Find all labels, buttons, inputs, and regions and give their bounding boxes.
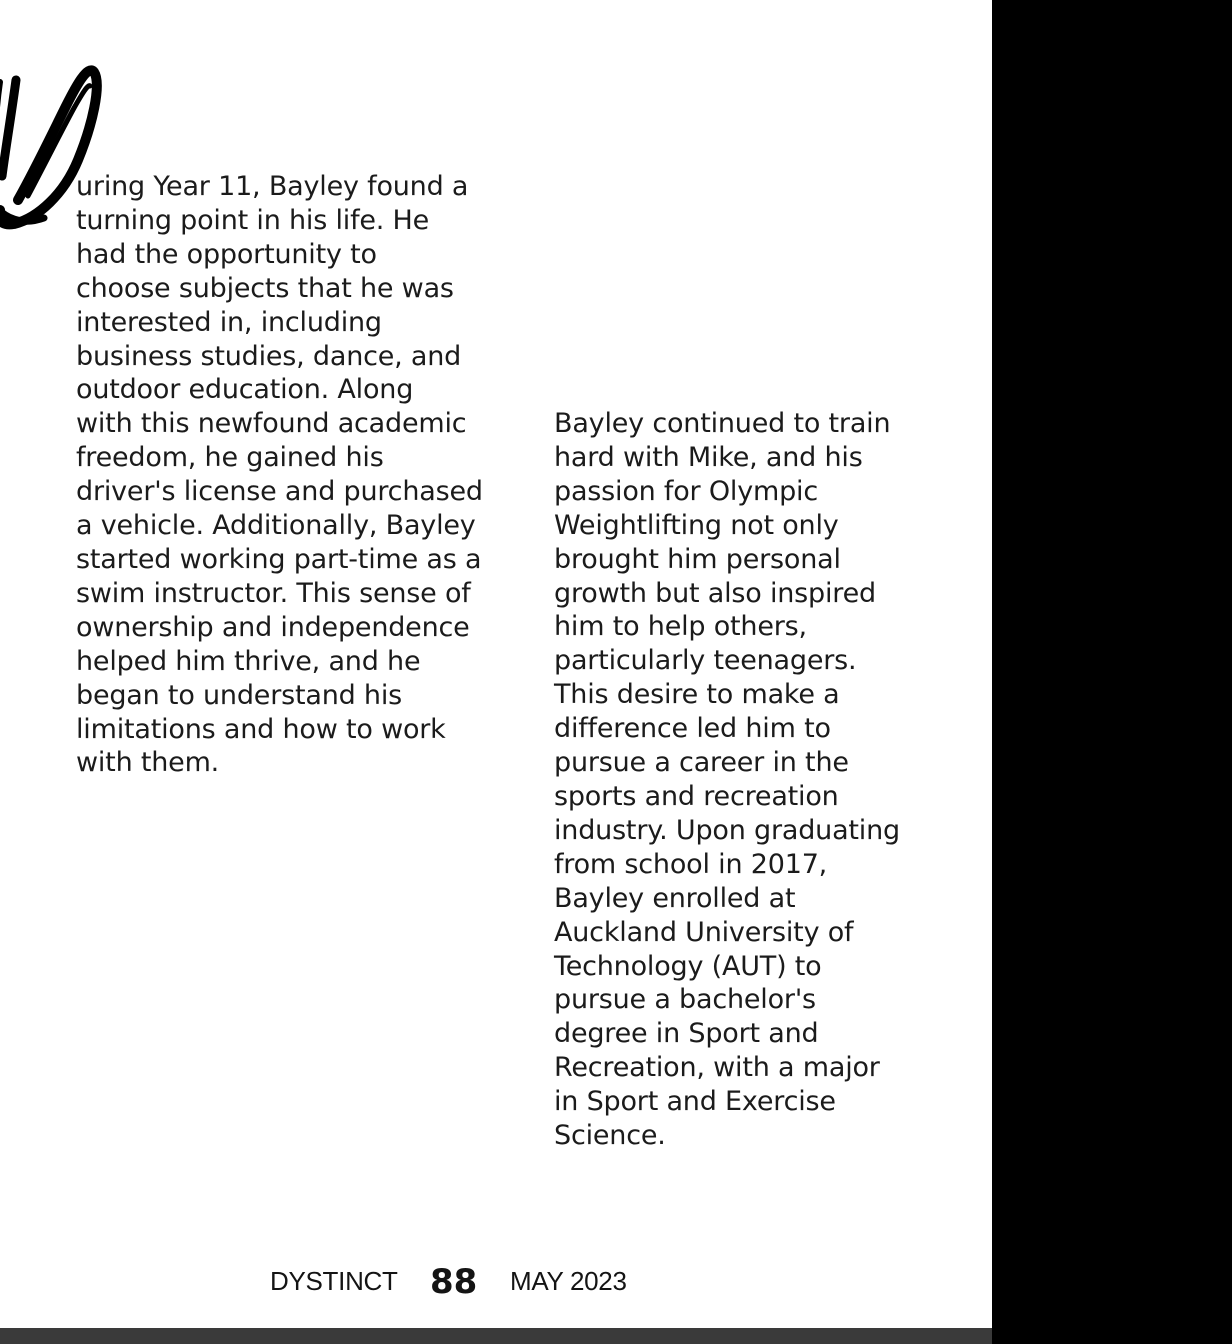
left-line: outdoor education. Along xyxy=(76,374,414,406)
screen-bottom-edge xyxy=(0,1328,992,1344)
right-line: passion for Olympic xyxy=(554,475,818,507)
left-line: uring Year 11, Bayley found a xyxy=(76,171,469,202)
left-line: swim instructor. This sense of xyxy=(76,577,471,609)
left-line: had the opportunity to xyxy=(76,238,377,270)
left-line: choose subjects that he was xyxy=(76,272,454,304)
right-line: industry. Upon graduating xyxy=(554,814,900,846)
left-line: interested in, including xyxy=(76,306,382,338)
right-line: him to help others, xyxy=(554,611,807,643)
left-line: with this newfound academic xyxy=(76,408,467,440)
left-line: turning point in his life. He xyxy=(76,204,430,236)
right-line: degree in Sport and xyxy=(554,1018,819,1050)
right-line: difference led him to xyxy=(554,713,831,745)
page-footer xyxy=(0,1262,992,1302)
right-line: Weightlifting not only xyxy=(554,509,839,541)
right-line: Auckland University of xyxy=(554,916,854,948)
issue-date: MAY 2023 xyxy=(510,1266,627,1296)
left-line: business studies, dance, and xyxy=(76,340,462,372)
left-line: began to understand his xyxy=(76,679,403,711)
right-line: from school in 2017, xyxy=(554,848,828,880)
page-number: 88 xyxy=(430,1262,478,1302)
right-line: pursue a bachelor's xyxy=(554,984,816,1016)
left-line: limitations and how to work xyxy=(76,713,446,745)
right-line: hard with Mike, and his xyxy=(554,441,863,473)
left-line: a vehicle. Additionally, Bayley xyxy=(76,510,476,542)
right-line: brought him personal xyxy=(554,543,841,575)
publication-name: DYSTINCT xyxy=(270,1266,398,1296)
left-line: ownership and independence xyxy=(76,611,470,643)
right-line: particularly teenagers. xyxy=(554,645,857,677)
right-line: in Sport and Exercise xyxy=(554,1086,836,1118)
left-line: driver's license and purchased xyxy=(76,476,483,508)
left-line: started working part-time as a xyxy=(76,543,482,575)
right-line: growth but also inspired xyxy=(554,577,876,609)
article-column-right xyxy=(554,407,984,1153)
right-line: Recreation, with a major xyxy=(554,1052,880,1084)
right-line: sports and recreation xyxy=(554,780,839,812)
right-line: This desire to make a xyxy=(554,679,840,711)
left-line: freedom, he gained his xyxy=(76,442,384,474)
article-column-left xyxy=(76,170,496,780)
left-line: helped him thrive, and he xyxy=(76,645,421,677)
right-line: pursue a career in the xyxy=(554,747,849,779)
right-line: Bayley continued to train xyxy=(554,408,891,439)
right-line: Technology (AUT) to xyxy=(554,950,822,982)
right-line: Bayley enrolled at xyxy=(554,882,796,914)
right-line: Science. xyxy=(554,1120,666,1152)
left-line: with them. xyxy=(76,747,220,779)
